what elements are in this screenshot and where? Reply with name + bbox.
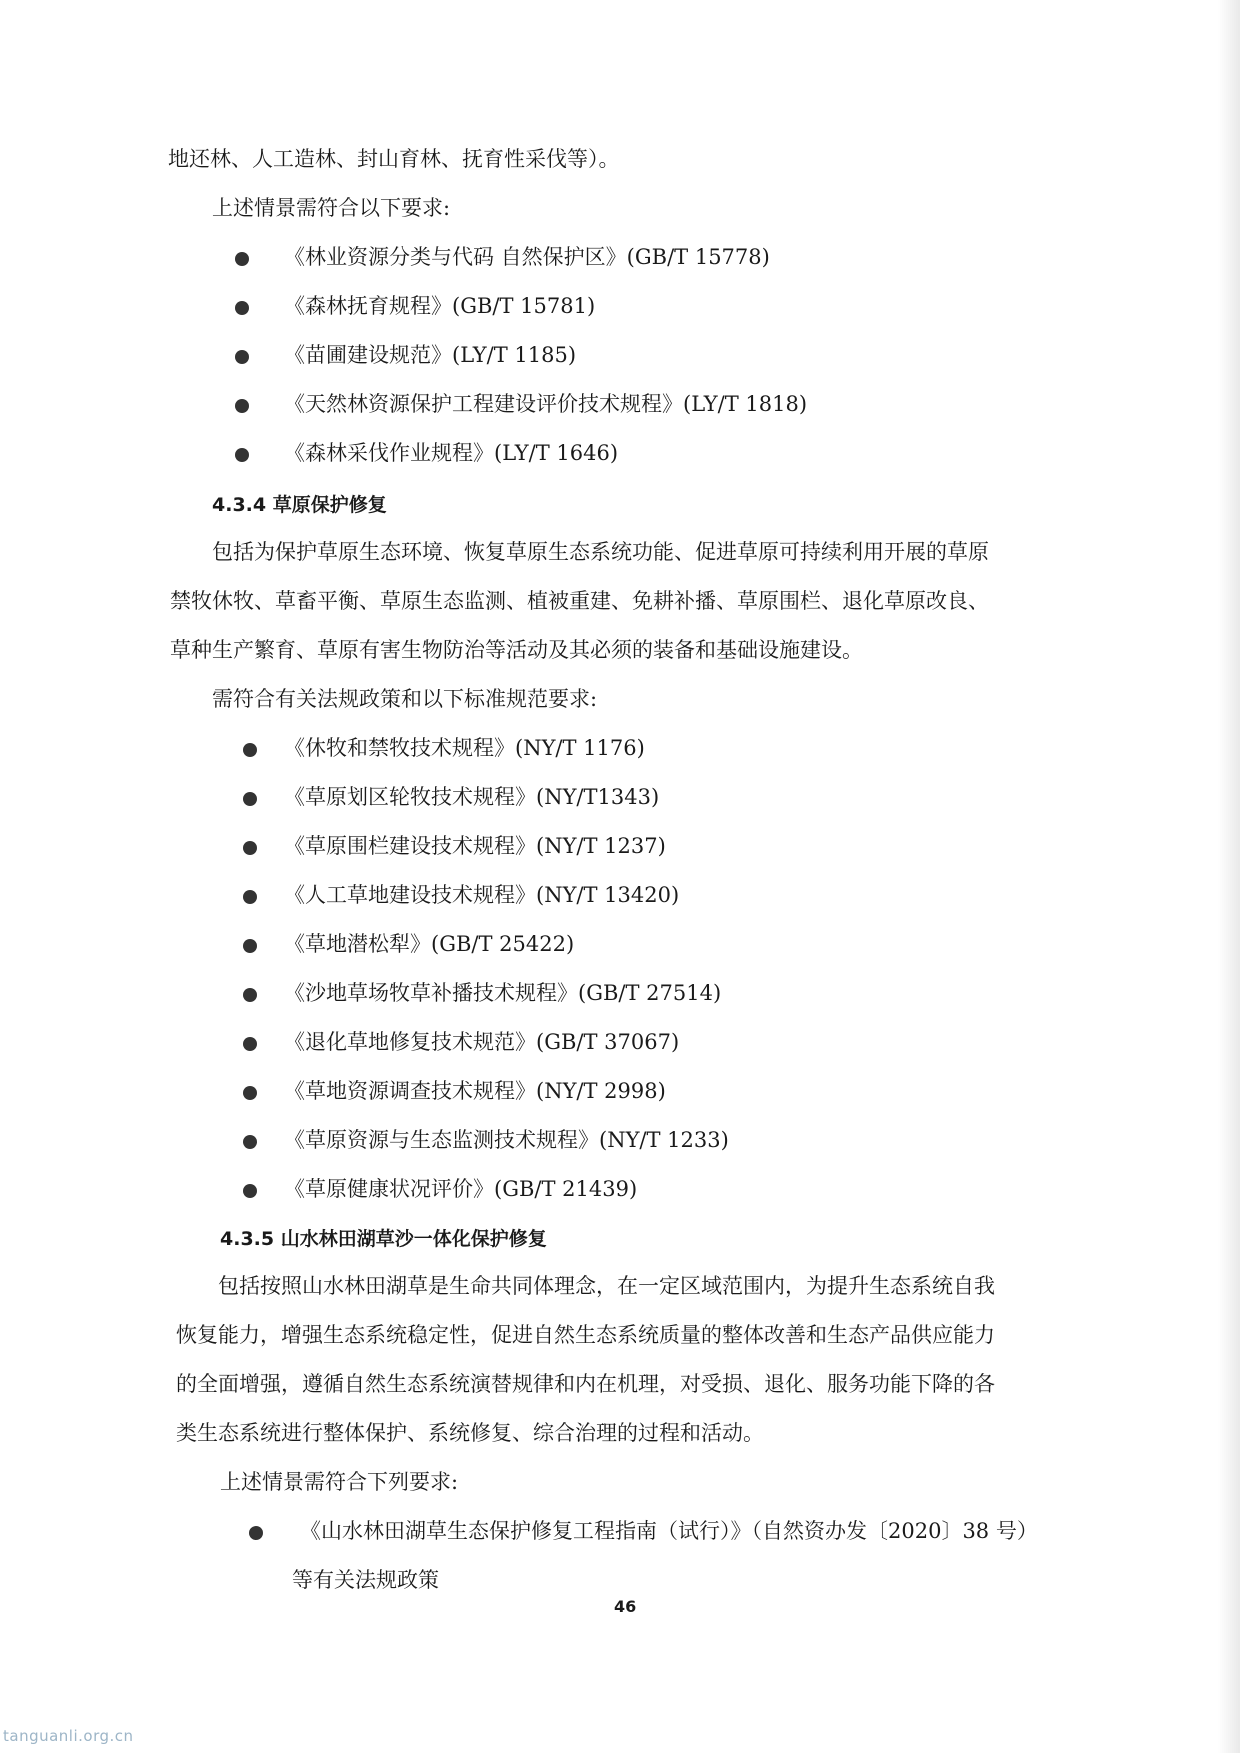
list-item-continuation: 等有关法规政策	[292, 1568, 439, 1592]
section-heading-435: 4.3.5 山水林田湖草沙一体化保护修复	[220, 1228, 547, 1250]
list-item: 《休牧和禁牧技术规程》(NY/T 1176)	[284, 736, 645, 760]
bullet-icon	[243, 1037, 257, 1051]
paragraph-line: 包括为保护草原生态环境、恢复草原生态系统功能、促进草原可持续利用开展的草原	[212, 540, 989, 564]
bullet-icon	[243, 890, 257, 904]
paragraph-line: 的全面增强，遵循自然生态系统演替规律和内在机理，对受损、退化、服务功能下降的各	[176, 1372, 995, 1396]
bullet-icon	[235, 448, 249, 462]
bullet-icon	[243, 988, 257, 1002]
list-item: 《草原划区轮牧技术规程》(NY/T1343)	[284, 785, 660, 809]
paragraph-line: 恢复能力，增强生态系统稳定性，促进自然生态系统质量的整体改善和生态产品供应能力	[176, 1323, 995, 1347]
bullet-icon	[243, 1086, 257, 1100]
list-item: 《草原围栏建设技术规程》(NY/T 1237)	[284, 834, 666, 858]
bullet-icon	[243, 743, 257, 757]
list-item: 《人工草地建设技术规程》(NY/T 13420)	[284, 883, 680, 907]
requirement-lead: 需符合有关法规政策和以下标准规范要求:	[212, 687, 598, 711]
list-item: 《草原健康状况评价》(GB/T 21439)	[284, 1177, 638, 1201]
list-item: 《森林抚育规程》(GB/T 15781)	[284, 294, 596, 318]
paragraph-line: 草种生产繁育、草原有害生物防治等活动及其必须的装备和基础设施建设。	[170, 638, 863, 662]
paragraph-line: 类生态系统进行整体保护、系统修复、综合治理的过程和活动。	[176, 1421, 764, 1445]
list-item: 《草原资源与生态监测技术规程》(NY/T 1233)	[284, 1128, 729, 1152]
list-item: 《天然林资源保护工程建设评价技术规程》(LY/T 1818)	[284, 392, 808, 416]
bullet-icon	[243, 1184, 257, 1198]
continuation-line: 地还林、人工造林、封山育林、抚育性采伐等）。	[168, 147, 620, 171]
section-heading-434: 4.3.4 草原保护修复	[212, 494, 387, 516]
bullet-icon	[235, 301, 249, 315]
bullet-icon	[249, 1526, 263, 1540]
bullet-icon	[235, 399, 249, 413]
list-item: 《草地潜松犁》(GB/T 25422)	[284, 932, 575, 956]
paragraph-line: 包括按照山水林田湖草是生命共同体理念，在一定区域范围内，为提升生态系统自我	[218, 1274, 995, 1298]
bullet-icon	[243, 1135, 257, 1149]
list-item: 《山水林田湖草生态保护修复工程指南（试行）》（自然资办发〔2020〕38 号）	[300, 1519, 1038, 1543]
paragraph-line: 禁牧休牧、草畜平衡、草原生态监测、植被重建、免耕补播、草原围栏、退化草原改良、	[170, 589, 989, 613]
bullet-icon	[243, 939, 257, 953]
requirement-lead: 上述情景需符合下列要求:	[220, 1470, 459, 1494]
page-edge-shadow	[1218, 0, 1240, 1753]
list-item: 《苗圃建设规范》(LY/T 1185)	[284, 343, 577, 367]
requirement-lead: 上述情景需符合以下要求:	[212, 196, 451, 220]
page-number: 46	[614, 1597, 637, 1616]
watermark: tanguanli.org.cn	[3, 1727, 134, 1745]
list-item: 《沙地草场牧草补播技术规程》(GB/T 27514)	[284, 981, 722, 1005]
bullet-icon	[243, 841, 257, 855]
list-item: 《林业资源分类与代码 自然保护区》(GB/T 15778)	[284, 245, 770, 269]
bullet-icon	[235, 350, 249, 364]
bullet-icon	[235, 252, 249, 266]
bullet-icon	[243, 792, 257, 806]
list-item: 《森林采伐作业规程》(LY/T 1646)	[284, 441, 619, 465]
list-item: 《退化草地修复技术规范》(GB/T 37067)	[284, 1030, 680, 1054]
list-item: 《草地资源调查技术规程》(NY/T 2998)	[284, 1079, 666, 1103]
